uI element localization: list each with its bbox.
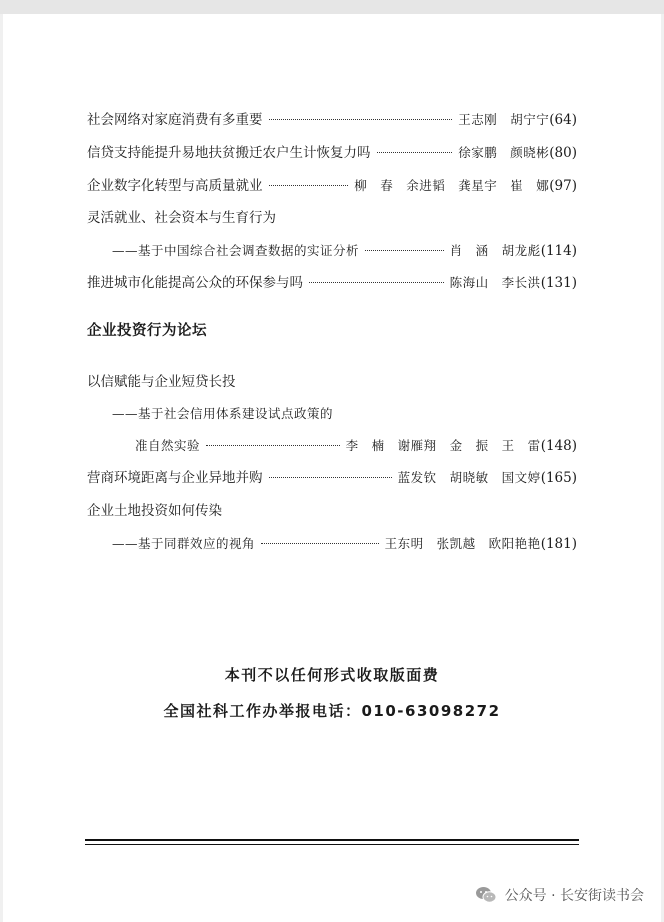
toc-entry-title: 信贷支持能提升易地扶贫搬迁农户生计恢复力吗 (87, 145, 371, 161)
toc-entry-authors: 徐家鹏 颜晓彬 (458, 145, 550, 160)
toc-entry-title: 推进城市化能提高公众的环保参与吗 (87, 275, 303, 291)
toc-entry-page: (80) (549, 145, 577, 161)
dot-leader (269, 119, 453, 120)
toc-entry[interactable] (87, 177, 577, 195)
wechat-icon (475, 886, 497, 904)
toc-entry-subtitle: ——基于社会信用体系建设试点政策的 (112, 406, 334, 421)
toc-entry-page: (165) (540, 470, 577, 486)
toc-entry-subtitle: ——基于同群效应的视角 (112, 536, 256, 551)
toc-entry-authors: 王志刚 胡宁宁 (458, 112, 550, 127)
toc-entry-subtitle-line[interactable] (112, 242, 577, 260)
toc-entry-title[interactable]: 企业土地投资如何传染 (87, 503, 222, 519)
section-heading: 企业投资行为论坛 (87, 323, 207, 339)
toc-entry[interactable] (87, 469, 577, 487)
toc-entry-authors: 蓝发钦 胡晓敏 国文婷 (397, 470, 541, 485)
toc-entry-subtitle: ——基于中国综合社会调查数据的实证分析 (112, 243, 360, 258)
toc-entry[interactable] (87, 274, 577, 292)
toc-entry-authors: 李 楠 谢雁翔 金 振 王 雷 (345, 438, 541, 453)
toc-entry-title: 社会网络对家庭消费有多重要 (87, 112, 263, 128)
toc-entry-title: 企业数字化转型与高质量就业 (87, 178, 263, 194)
toc-entry-page: (64) (549, 112, 577, 128)
toc-entry-page: (131) (540, 275, 577, 291)
toc-entry-subtitle-line[interactable] (112, 535, 577, 553)
dot-leader (269, 477, 392, 478)
notice-no-fee: 本刊不以任何形式收取版面费 (224, 666, 440, 684)
toc-entry[interactable] (87, 111, 577, 129)
toc-entry[interactable] (87, 144, 577, 162)
notice-report-phone: 全国社科工作办举报电话：010-63098272 (163, 702, 501, 720)
toc-entry-page: (148) (540, 438, 577, 454)
dot-leader (269, 185, 349, 186)
toc-entry-authors: 肖 涵 胡龙彪 (449, 243, 541, 258)
watermark (475, 885, 644, 905)
footer-rule-thin (85, 844, 579, 845)
toc-entry-authors: 陈海山 李长洪 (449, 275, 541, 290)
toc-entry-subtitle-cont: 准自然实验 (135, 438, 201, 453)
dot-leader (206, 445, 340, 446)
toc-entry-page: (97) (549, 178, 577, 194)
footer-rule-thick (85, 839, 579, 841)
top-strip (0, 0, 664, 14)
dot-leader (377, 152, 453, 153)
dot-leader (309, 282, 444, 283)
toc-entry-title[interactable]: 灵活就业、社会资本与生育行为 (87, 210, 276, 226)
dot-leader (261, 543, 379, 544)
toc-entry-authors: 柳 春 余进韬 龚星宇 崔 娜 (354, 178, 550, 193)
toc-entry-authors: 王东明 张凯越 欧阳艳艳 (384, 536, 541, 551)
toc-entry-subtitle-line[interactable] (135, 437, 577, 455)
toc-entry-page: (114) (540, 243, 577, 259)
toc-entry-title: 营商环境距离与企业异地并购 (87, 470, 263, 486)
toc-entry-title[interactable]: 以信赋能与企业短贷长投 (87, 374, 236, 390)
toc-entry-page: (181) (540, 536, 577, 552)
dot-leader (365, 250, 444, 251)
watermark-text: 公众号 · 长安街读书会 (504, 888, 644, 904)
